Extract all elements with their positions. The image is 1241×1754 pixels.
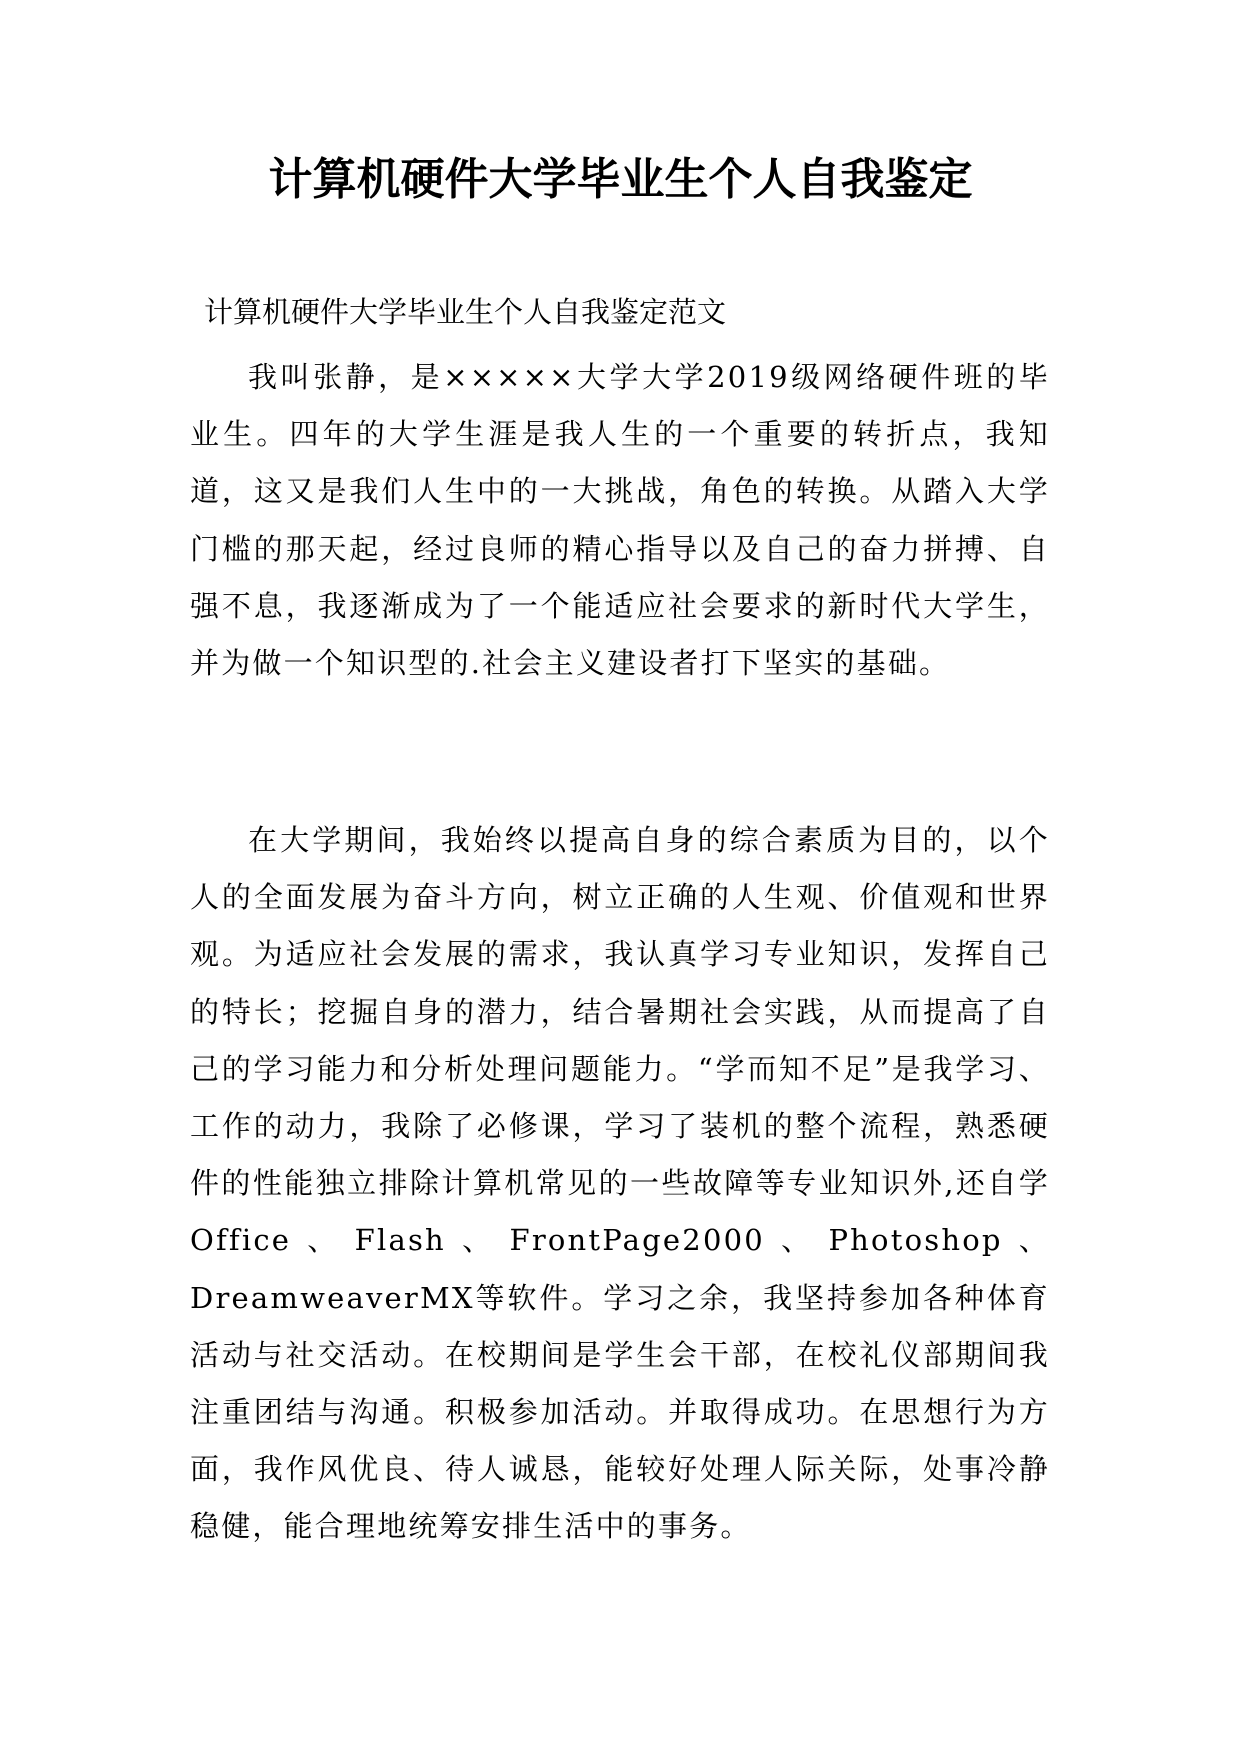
paragraph-university-period: 在大学期间，我始终以提高自身的综合素质为目的，以个人的全面发展为奋斗方向，树立正确的人生观、价值观和世界观。为适应社会发展的需求，我认真学习专业知识，发挥自己的特长；挖掘自身的潜力，结合暑期社会实践，从而提高了自己的学习能力和分析处理问题能力。“学而知不足”是我学习、工作的动力，我除了必修课，学习了装机的整个流程，熟悉硬件的性能独立排除计算机常见的一些故障等专业知识外,还自学Office、Flash、FrontPage2000、Photoshop、DreamweaverMX等软件。学习之余，我坚持参加各种体育活动与社交活动。在校期间是学生会干部，在校礼仪部期间我注重团结与沟通。积极参加活动。并取得成功。在思想行为方面，我作风优良、待人诚恳，能较好处理人际关际，处事冷静稳健，能合理地统筹安排生活中的事务。 xyxy=(190,823,1050,1544)
paragraph-intro: 我叫张静，是×××××大学大学2019级网络硬件班的毕业生。四年的大学生涯是我人生的一个重要的转折点，我知道，这又是我们人生中的一大挑战，角色的转换。从踏入大学门槛的那天起，经过良师的精心指导以及自己的奋力拼搏、自强不息，我逐渐成为了一个能适应社会要求的新时代大学生，并为做一个知识型的.社会主义建设者打下坚实的基础。 xyxy=(190,360,1050,681)
document-subtitle: 计算机硬件大学毕业生个人自我鉴定范文 xyxy=(204,295,727,329)
document-title: 计算机硬件大学毕业生个人自我鉴定 xyxy=(268,154,973,205)
